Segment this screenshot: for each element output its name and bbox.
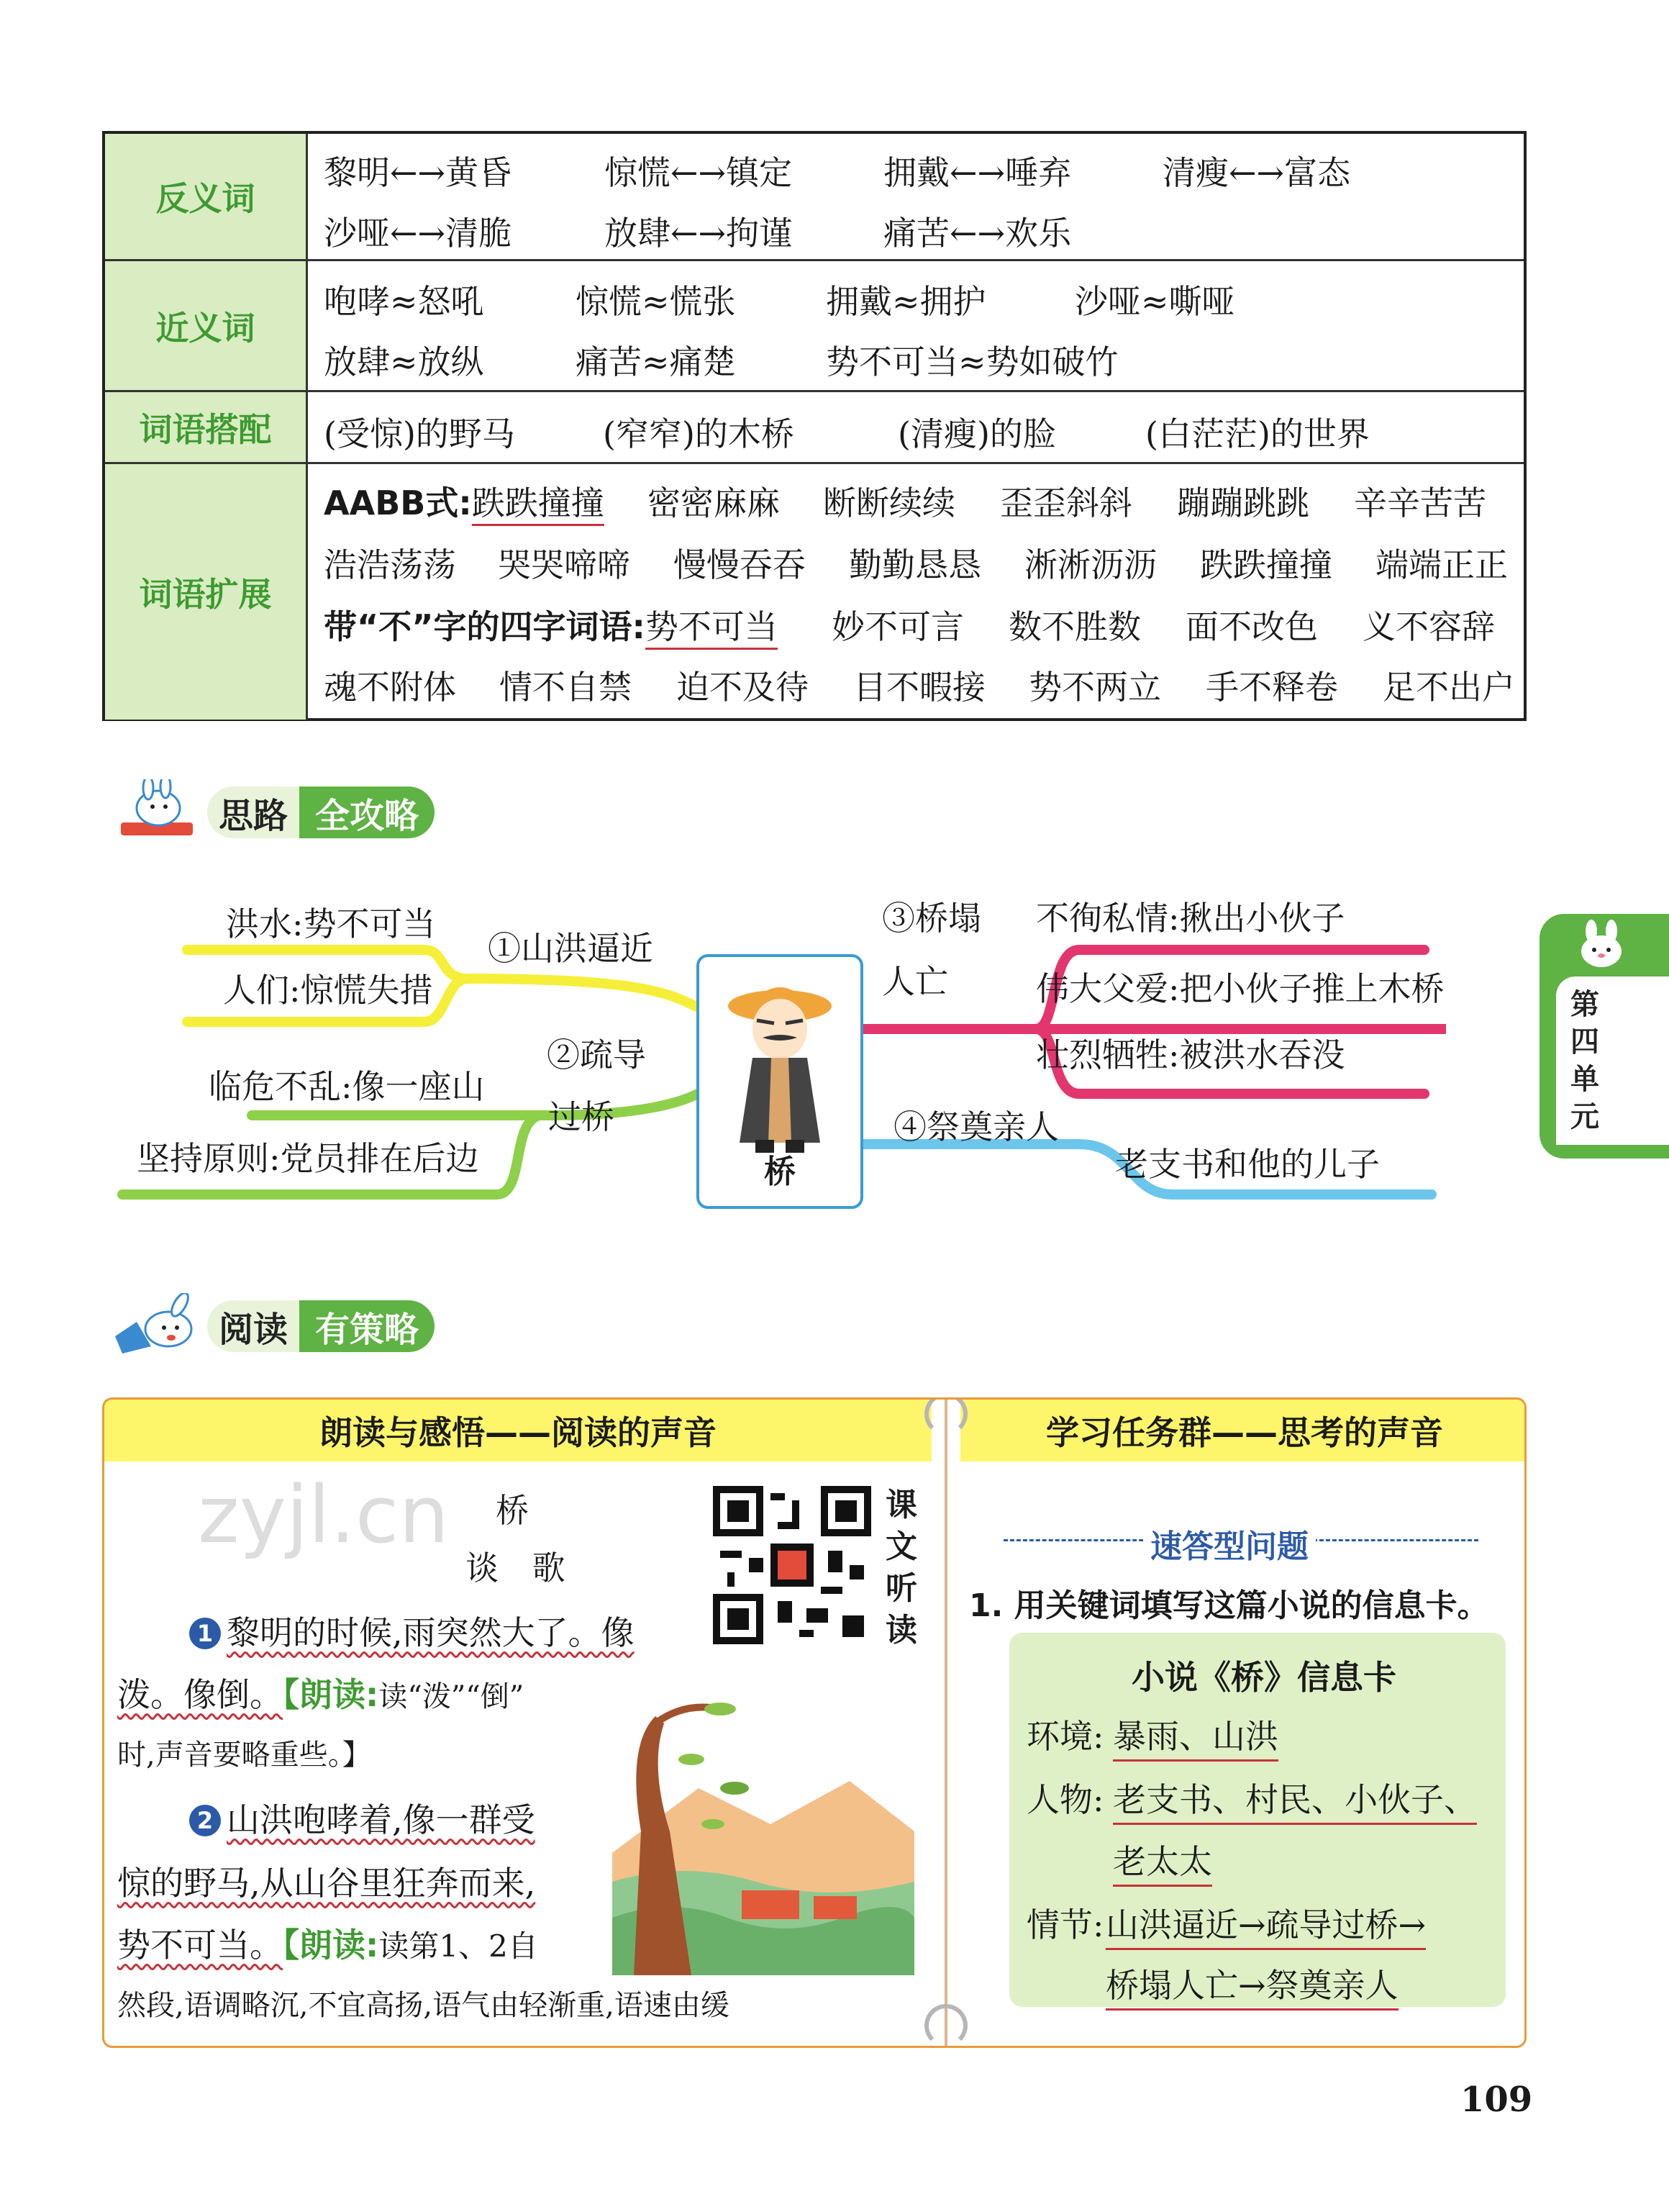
- paragraph-2-line: 2 山洪咆哮着,像一群受: [189, 1794, 535, 1841]
- aabb-example: 跌跌撞撞: [472, 484, 604, 526]
- bu-word: 迫不及待: [676, 668, 809, 707]
- aabb-word: 跌跌撞撞: [1200, 545, 1332, 584]
- bu-word: 数不胜数: [1009, 607, 1141, 646]
- synonym-pair: 放肆≈放纵: [324, 343, 484, 381]
- paragraph-1-line: 1 黎明的时候,雨突然大了。像: [189, 1607, 635, 1654]
- bu-word: 情不自禁: [499, 668, 632, 707]
- aabb-word: 勤勤恳恳: [849, 545, 981, 584]
- collocation-item: (窄窄)的木桥: [603, 414, 794, 453]
- aabb-word: 断断续续: [823, 484, 955, 522]
- branch3-leaf: 壮烈牺牲:被洪水吞没: [1036, 1035, 1345, 1074]
- story-info-card: [1009, 1633, 1506, 2007]
- lesson-title: 桥: [496, 1491, 529, 1530]
- qr-code-icon[interactable]: [713, 1486, 871, 1644]
- quick-answer-title: 速答型问题: [1143, 1520, 1316, 1567]
- bu-prefix: 带“不”字的四字词语:: [324, 607, 645, 646]
- panel-left-header: 朗读与感悟——阅读的声音: [104, 1400, 932, 1461]
- section-title-part1: 思路: [207, 787, 299, 838]
- antonym-pair: 拥戴←→唾弃: [883, 153, 1072, 192]
- aabb-word: 歪歪斜斜: [1000, 484, 1132, 522]
- characters-value: 老太太: [1113, 1836, 1212, 1887]
- lesson-author: 谈 歌: [465, 1549, 577, 1587]
- rabbit-face-icon: [1573, 918, 1630, 969]
- branch2-label: 过桥: [548, 1097, 614, 1136]
- environment-value: 暴雨、山洪: [1113, 1710, 1278, 1762]
- antonym-row: [105, 134, 1524, 259]
- antonym-pair: 清瘦←→富态: [1163, 153, 1351, 192]
- synonym-pair: 拥戴≈拥护: [826, 282, 986, 321]
- synonym-row: [105, 259, 1524, 390]
- branch4-leaf: 老支书和他的儿子: [1115, 1145, 1380, 1184]
- mind-map: [108, 878, 1446, 1238]
- aabb-word: 慢慢吞吞: [673, 545, 806, 584]
- bu-word: 足不出户: [1383, 668, 1515, 707]
- extension-label: 词语扩展: [105, 464, 308, 720]
- branch1-leaf: 洪水:势不可当: [226, 905, 436, 943]
- flood-illustration: [612, 1702, 914, 1975]
- aabb-word: 密密麻麻: [647, 484, 780, 522]
- panel-right-header: 学习任务群——思考的声音: [960, 1400, 1527, 1461]
- reading-note: 【朗读:: [283, 1926, 379, 1964]
- rabbit-mascot-icon: [108, 779, 207, 846]
- paragraph-2-line: 然段,语调略沉,不宜高扬,语气由轻渐重,语速由缓: [117, 1989, 729, 2022]
- mind-map-center: [696, 954, 863, 1209]
- bu-word: 面不改色: [1186, 607, 1318, 646]
- bu-word: 义不容辞: [1363, 607, 1495, 646]
- paragraph-number: 1: [189, 1618, 221, 1649]
- antonym-pair: 黎明←→黄昏: [324, 153, 512, 192]
- qr-caption: 课 文 听 读: [886, 1487, 917, 1649]
- section-title-part1: 阅读: [207, 1300, 299, 1352]
- synonym-label: 近义词: [105, 261, 308, 390]
- characters-label: 人物:: [1027, 1780, 1104, 1819]
- branch3-label: ③桥塌: [882, 899, 981, 938]
- center-topic: 桥: [764, 1153, 796, 1190]
- page-number: 109: [1460, 2080, 1533, 2120]
- watermark: zyjl.cn: [198, 1469, 450, 1561]
- bu-word: 目不暇接: [853, 668, 986, 707]
- branch2-leaf: 临危不乱:像一座山: [209, 1067, 485, 1106]
- plot-label: 情节:: [1027, 1905, 1104, 1944]
- collocation-item: (白茫茫)的世界: [1145, 414, 1370, 453]
- bu-example: 势不可当: [645, 607, 778, 650]
- collocation-item: (清瘦)的脸: [898, 414, 1056, 453]
- unit-side-tab: [1540, 914, 1669, 1159]
- unit-char: 单: [1570, 1063, 1599, 1096]
- bu-word: 势不两立: [1029, 668, 1161, 707]
- branch2-label: ②疏导: [547, 1035, 646, 1074]
- aabb-prefix: AABB式:: [324, 484, 472, 522]
- synonym-pair: 咆哮≈怒吼: [324, 282, 484, 321]
- plot-value: 桥塌人亡→祭奠亲人: [1106, 1959, 1399, 2011]
- synonym-pair: 沙哑≈嘶哑: [1075, 282, 1235, 321]
- collocation-row: [105, 390, 1524, 462]
- panel-divider: [945, 1400, 947, 2046]
- branch3-label: 人亡: [882, 962, 948, 1001]
- question-1: 1. 用关键词填写这篇小说的信息卡。: [969, 1587, 1489, 1624]
- bu-word: 妙不可言: [832, 607, 964, 646]
- vocabulary-table: [102, 131, 1527, 721]
- section-title-part2: 有策略: [299, 1300, 435, 1352]
- section-header-reading: [108, 1297, 435, 1356]
- paragraph-1-line: 泼。像倒。【朗读:读“泼”“倒”: [117, 1675, 524, 1714]
- synonym-pair: 痛苦≈痛楚: [576, 343, 736, 381]
- aabb-word: 淅淅沥沥: [1024, 545, 1157, 584]
- branch3-leaf: 伟大父爱:把小伙子推上木桥: [1036, 969, 1445, 1008]
- branch4-label: ④祭奠亲人: [893, 1107, 1059, 1146]
- info-card-title: 小说《桥》信息卡: [1132, 1658, 1396, 1697]
- unit-char: 四: [1570, 1025, 1599, 1059]
- environment-label: 环境:: [1027, 1717, 1104, 1756]
- aabb-word: 浩浩荡荡: [324, 545, 456, 584]
- synonym-pair: 势不可当≈势如破竹: [826, 343, 1119, 381]
- characters-value: 老支书、村民、小伙子、: [1113, 1774, 1477, 1825]
- antonym-label: 反义词: [105, 134, 308, 259]
- reading-panel: [102, 1397, 1527, 2048]
- bu-word: 魂不附体: [324, 668, 456, 707]
- bu-word: 手不释卷: [1206, 668, 1338, 707]
- paragraph-2-line: 势不可当。【朗读:读第1、2自: [117, 1926, 538, 1964]
- synonym-pair: 惊慌≈慌张: [576, 282, 736, 321]
- branch1-leaf: 人们:惊慌失措: [223, 971, 433, 1010]
- aabb-word: 哭哭啼啼: [498, 545, 630, 584]
- unit-char: 元: [1570, 1100, 1599, 1133]
- binder-ring-icon: [924, 2004, 968, 2047]
- collocation-item: (受惊)的野马: [324, 414, 515, 453]
- section-title-part2: 全攻略: [299, 787, 435, 838]
- antonym-pair: 沙哑←→清脆: [324, 214, 512, 253]
- rabbit-reading-icon: [108, 1293, 207, 1359]
- aabb-word: 蹦蹦跳跳: [1177, 484, 1309, 522]
- paragraph-1-line: 时,声音要略重些。】: [117, 1739, 371, 1772]
- paragraph-number: 2: [189, 1805, 221, 1836]
- antonym-pair: 放肆←→拘谨: [604, 214, 793, 253]
- unit-char: 第: [1570, 988, 1599, 1021]
- aabb-word: 辛辛苦苦: [1354, 484, 1486, 522]
- collocation-label: 词语搭配: [105, 392, 308, 462]
- antonym-pair: 痛苦←→欢乐: [883, 214, 1072, 253]
- antonym-pair: 惊慌←→镇定: [604, 153, 793, 192]
- plot-value: 山洪逼近→疏导过桥→: [1106, 1899, 1426, 1950]
- paragraph-2-line: 惊的野马,从山谷里狂奔而来,: [117, 1864, 536, 1903]
- aabb-word: 端端正正: [1375, 545, 1508, 584]
- branch1-label: ①山洪逼近: [488, 929, 653, 968]
- old-secretary-figure-icon: [699, 963, 860, 1157]
- extension-row: [105, 462, 1524, 720]
- branch3-leaf: 不徇私情:揪出小伙子: [1036, 899, 1345, 938]
- branch2-leaf: 坚持原则:党员排在后边: [137, 1139, 479, 1178]
- section-header-ideas: [108, 783, 435, 842]
- reading-note: 【朗读:: [283, 1675, 379, 1714]
